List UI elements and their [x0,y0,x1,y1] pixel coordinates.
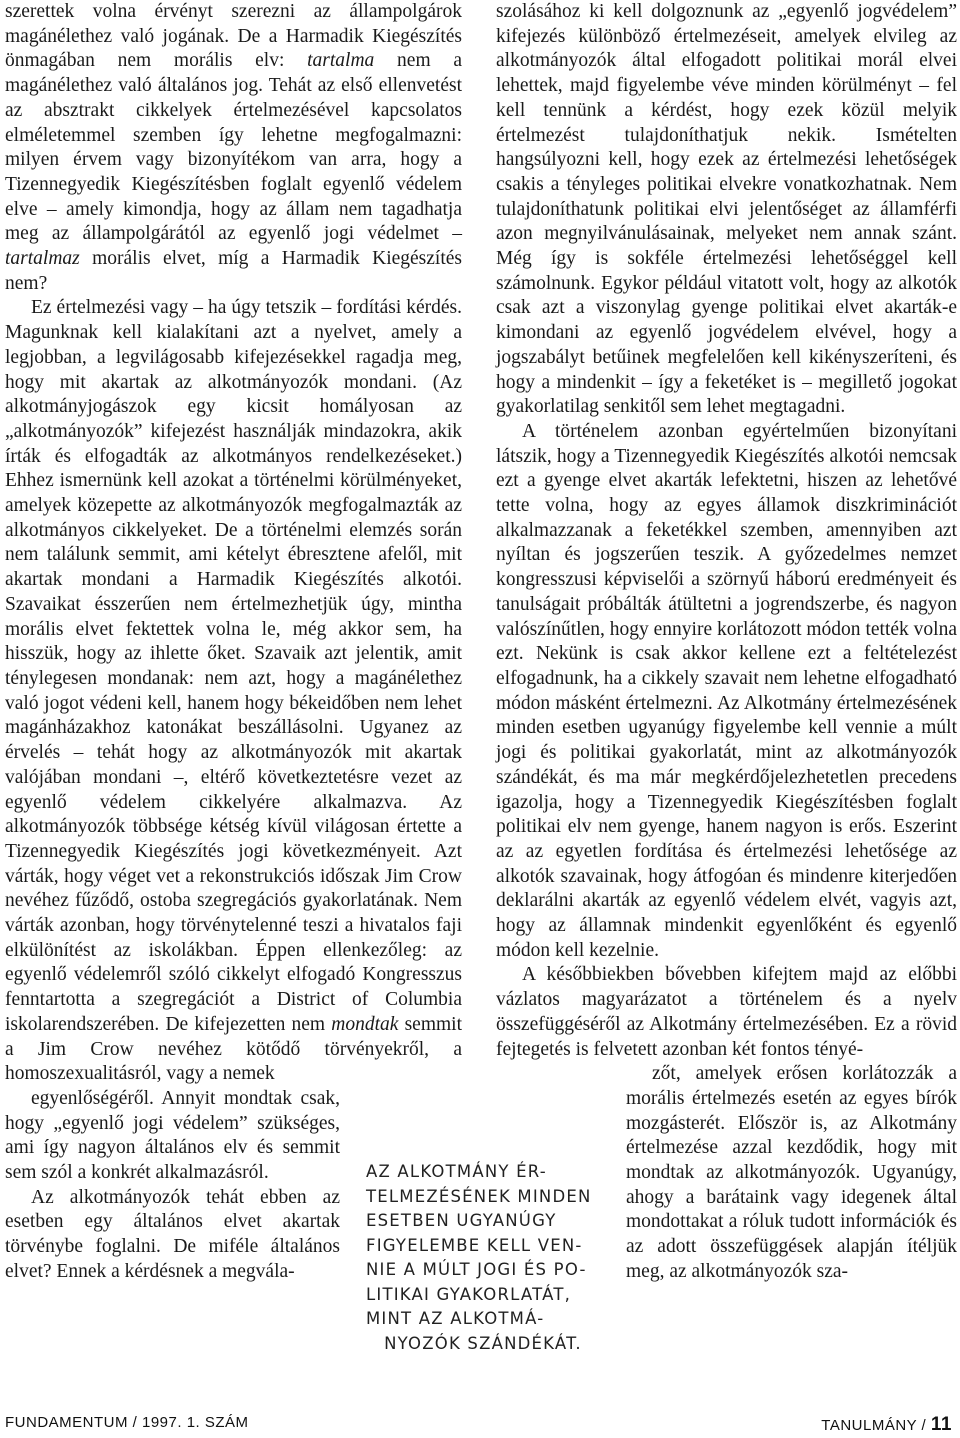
pull-quote-line: NIE A MÚLT JOGI ÉS PO- [366,1260,587,1279]
pull-quote-line: LITIKAI GYAKORLATÁT, [366,1284,572,1304]
left-paragraph-1 [5,0,462,296]
text-run: A későbbiekben bővebben kifejtem majd az előbbi vázlatos magyarázatot a történelem és a nyelv összefüggéséről az Alkotmány értelmezésében. Ez a rövid fejtegetés is felvetett azonban két fontos tényé- [496,964,957,1060]
text-run: szerettek volna érvényt szerezni az állampolgárok magánélethez való jogának. De a Harmadik Kiegészítés önmagában nem morális elv: [5,1,462,72]
footer-section [821,1414,952,1436]
left-paragraph-3: Az alkotmányozók tehát ebben az esetben egy általános elvet akartak törvénybe foglalni. De miféle általános elvet? Ennek a kérdésnek a megvála- [5,1186,340,1282]
text-run: morális elvet, míg a Harmadik Kiegészítés nem? [5,248,462,294]
right-paragraph-2: A történelem azonban egyértelműen bizonyítani látszik, hogy a Tizennegyedik Kiegészítés alkotói nemcsak ezt a gyenge elvet akarták lefektetni, hiszen az lehetővé tette volna, hogy az egyes államok diszkriminációt alkalmazzanak a feketékkel szemben, amennyiben azt nyíltan és jogszerűen teszik. A győzedelmes nemzet kongresszusi képviselői a szörnyű háború eredményeit és tanulságait próbálták átültetni a jogrendszerbe, és nagyon valószínűtlen, hogy ennyire korlátozott módon tették volna ezt. Nekünk is csak akkor kellene ezt a feltételezést elfogadnunk, ha a cikkely szavait nem lehetne elfogadható módon másként értelmezni. Az Alkotmány értelmezésének minden esetben ugyanúgy figyelembe kell vennie a múlt jogi és politikai gyakorlatát, mint az alkotmányozók szándékát, és ma már megkérdőjelezhetetlen precedens igazolja, hogy a Tizennegyedik Kiegészítésben foglalt politikai elv nem gyenge, hanem nagyon is erős. Eszerint az az egyetlen fordítása és értelmezési lehetősége az alkotók szavainak, hogy átfogóan és mindenre kiterjedően deklarálni akarták az egyenlő védelem elvét, vagyis azt, hogy az államnak mindenkit egyenlőként és egyenlő módon kell kezelnie. [496,420,957,961]
pull-quote-line: MINT AZ ALKOTMÁ- [366,1309,545,1328]
left-paragraph-2 [5,296,462,1185]
pull-quote-line: TELMEZÉSÉNEK MINDEN [366,1186,592,1206]
footer-journal: FUNDAMENTUM / 1997. 1. SZÁM [5,1414,249,1431]
pull-quote-line: NYOZÓK SZÁNDÉKÁT. [384,1333,582,1353]
pull-quote [366,1160,600,1356]
emphasis: tartalma [307,50,375,72]
right-column [496,0,957,1285]
right-paragraph-1: szolásához ki kell dolgoznunk az „egyenlő jogvédelem” kifejezés különböző értelmezéseit, amelyek elvileg az alkotmányozók által elfogadott politikai morál elvei lehettek, majd figyelembe véve minden körülményt – fel kell tennünk a kérdést, hogy ezek közül melyik értelmezést tulajdoníthatjuk nekik. Ismételten hangsúlyozni kell, hogy ezek az értelmezési lehetőségek csakis a tényleges politikai elvekre vonatkozhatnak. Nem tulajdoníthatunk politikai elvi jelentőséget az államférfi azon megnyilvánulásainak, melyeket nem annak szánt. Még így is sokféle értelmezési lehetőséggel kell számolnunk. Egykor például vitatott volt, hogy az alkotók csak azt a viszonylag gyenge politikai elvet akarták-e kimondani az egyenlő jogvédelem elvével, hogy a jogszabályt betűinek megfelelően kell kikényszeríteni, és hogy a mindenkit – így a feketéket is – megillető jogokat gyakorlatilag senkitől sem lehet megtagadni. [496,1,957,418]
text-run-narrow: egyenlőségéről. Annyit mondtak csak, hogy „egyenlő jogi védelem” szükséges, ami így nagyon általános elv és semmit sem szól a konkrét alkalmazásról. [5,1087,340,1184]
left-column [5,0,462,1285]
footer-section-label: TANULMÁNY / [821,1417,927,1434]
text-run: nem a magánélethez való általános jog. Tehát az első ellenvetést az absztrakt cikkelyek értelmezésével kapcsolatos elméletemmel szemben így lehetne megfogalmazni: milyen érvem vagy bizonyítékom van arra, hogy a Tizennegyedik Kiegészítésben foglalt egyenlő védelem elve – amely kimondja, hogy az állam nem tagadhatja meg az állampolgárától az egyenlő jogi védelmet – [5,50,463,245]
emphasis: tartalmaz [5,248,80,270]
pull-quote-line: FIGYELEMBE KELL VEN- [366,1235,583,1255]
text-run: semmit a Jim Crow nevéhez kötődő törvényekről, a homoszexualitásról, vagy a nemek [5,1013,462,1085]
emphasis: mondtak [331,1013,399,1035]
text-run: Ez értelmezési vagy – ha úgy tetszik – fordítási kérdés. Magunknak kell kialakítani azt a nyelvet, amely a legjobban, a legvilágosabb kifejezésekkel ragadja meg, hogy mit akartak az alkotmányozók mondani. (Az alkotmányjogászok egy kicsit homályosan az „alkotmányozók” kifejezést használják mindazokra, akik írták és elfogadták az alkotmányos rendelkezéseket.) Ehhez ismernünk kell azokat a történelmi körülményeket, amelyek közepette az alkotmányozók megfogalmazták az alkotmányos cikkelyeket. De a történelmi elemzés során nem találunk semmit, ami kételyt ébresztene afelől, mit akartak mondani a Harmadik Kiegészítés alkotói. Szavaikat ésszerűen nem értelmezhetjük úgy, mintha morális elvet fektettek volna le, még akkor sem, ha hisszük, hogy az ihlette őket. Szavaik azt jelentik, amit ténylegesen mondanak: nem azt, hogy a magánélethez való jogot védeni kell, hanem hogy békeidőben nem lehet magánházakhoz katonákat beszállásolni. Ugyanez az érvelés – tehát hogy az alkotmányozók mit akartak valójában mondani –, eltérő következtetésre vezet az egyenlő védelem cikkelyére alkalmazva. Az alkotmányozók többsége kétség kívül világosan értette a Tizennegyedik Kiegészítés jogi következményeit. Azt várták, hogy véget vet a rekonstrukciós időszak Jim Crow nevéhez fűződő, ostoba szegregációs gyakorlatának. Nem várták azonban, hogy törvénytelenné teszi a hivatalos faji elkülönítést az iskolákban. Éppen ellenkezőleg: az egyenlő védelemről szóló cikkelyt elfogadó Kongresszus fenntartotta a szegregációt a District of Columbia iskolarendszerében. De kifejezetten nem [5,297,462,1035]
pull-quote-line: AZ ALKOTMÁNY ÉR- [366,1162,547,1181]
text-run-narrow: zőt, amelyek erősen korlátozzák a morális értelmezés esetén az egyes bírók mozgásterét. Először is, az Alkotmány értelmezése azzal kezdődik, hogy mit mondtak az alkotmányozók. Ugyanúgy, ahogy a barátaink vagy idegenek által mondottakat a róluk tudott információk és az adott összefüggések alapján ítéljük meg, az alkotmányozók sza- [626,1063,957,1282]
pull-quote-line: ESETBEN UGYANÚGY [366,1211,557,1230]
page-number: 11 [930,1414,952,1435]
